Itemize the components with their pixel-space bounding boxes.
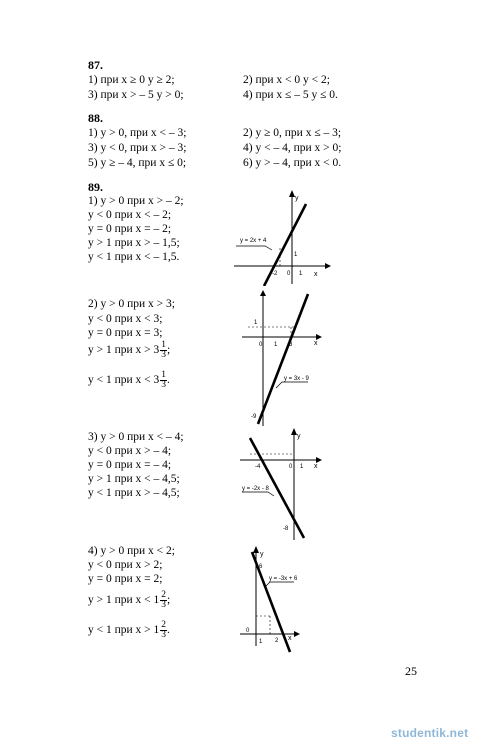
function-line — [252, 552, 290, 652]
equation-label: y = 3x - 9 — [284, 376, 309, 382]
x-axis-label: x — [314, 271, 318, 278]
answer-89-2-line-4 — [88, 341, 170, 360]
label-leader — [266, 582, 294, 586]
answer-89-2-line-1: 2) y > 0 при x > 3; — [88, 298, 175, 310]
y-axis-label: y — [295, 195, 299, 202]
problem-88-number: 88. — [88, 111, 103, 125]
y-tick-label-low: -8 — [283, 526, 289, 532]
answer-89-1-line-1: 1) y > 0 при x > – 2; — [88, 195, 184, 207]
x-axis-arrow — [325, 263, 331, 269]
watermark: studentik.net — [391, 726, 469, 740]
equation-label: y = -2x - 8 — [242, 486, 269, 492]
y-axis-arrow — [253, 546, 259, 553]
inequality-text: y < 1 при x < 3 — [88, 374, 160, 387]
answer-88-2: 2) y ≥ 0, при x ≤ – 3; — [243, 127, 342, 139]
tick-label-1: -2 — [272, 271, 278, 277]
label-leader — [236, 246, 272, 250]
answer-87-1: 1) при x ≥ 0 y ≥ 2; — [88, 74, 175, 86]
y-tick-label: 1 — [294, 252, 298, 258]
x-axis-arrow — [294, 631, 300, 637]
function-line — [258, 294, 308, 424]
answer-89-3-line-3: y = 0 при x = – 4; — [88, 459, 172, 471]
answer-89-4-line-3: y = 0 при x = 2; — [88, 573, 163, 585]
problem-89-number: 89. — [88, 180, 103, 194]
fraction-denominator: 3 — [161, 600, 167, 610]
line-end: ; — [167, 594, 171, 607]
y-tick-label-low: -9 — [251, 414, 257, 420]
tick-label-3: 1 — [300, 464, 304, 470]
problem-87-number: 87. — [88, 58, 103, 72]
answer-89-4-line-4 — [88, 591, 170, 610]
y-axis-label: y — [297, 433, 301, 440]
answer-88-5: 5) y ≥ – 4, при x ≤ 0; — [88, 157, 187, 169]
y-tick-label: 6 — [259, 564, 263, 570]
fraction-denominator: 3 — [161, 380, 167, 390]
tick-label-2: 0 — [287, 271, 291, 277]
line-end: ; — [167, 344, 171, 357]
fraction-numerator: 1 — [161, 370, 167, 380]
answer-89-4-line-1: 4) y > 0 при x < 2; — [88, 545, 175, 557]
answer-89-1-line-2: y < 0 при x < – 2; — [88, 209, 172, 221]
answer-89-3-line-4: y > 1 при x < – 4,5; — [88, 473, 180, 485]
answer-87-2: 2) при x < 0 y < 2; — [243, 74, 330, 86]
answer-89-4-line-2: y < 0 при x > 2; — [88, 559, 163, 571]
graph-89-1 — [232, 190, 332, 286]
answer-89-3-line-2: y < 0 при x > – 4; — [88, 445, 172, 457]
answer-88-3: 3) y < 0, при x > – 3; — [88, 142, 187, 154]
inequality-text: y < 1 при x > 1 — [88, 624, 160, 637]
x-axis-label: x — [288, 635, 292, 642]
equation-label: y = -3x + 6 — [269, 576, 298, 582]
fraction-numerator: 2 — [161, 590, 167, 600]
fraction-numerator: 1 — [161, 340, 167, 350]
graph-89-3 — [238, 428, 324, 544]
fraction-denominator: 3 — [161, 630, 167, 640]
answer-89-1-line-3: y = 0 при x = – 2; — [88, 223, 172, 235]
tick-label-2: 1 — [274, 342, 278, 348]
y-axis-arrow — [260, 290, 266, 296]
answer-87-3: 3) при x > – 5 y > 0; — [88, 89, 184, 101]
fraction-denominator: 3 — [161, 350, 167, 360]
tick-label-2: 1 — [259, 639, 263, 645]
tick-label-3: 3 — [289, 342, 293, 348]
answer-88-6: 6) y > – 4, при x < 0. — [243, 157, 342, 169]
equation-label: y = 2x + 4 — [240, 238, 267, 244]
y-axis-label: y — [260, 551, 264, 558]
answer-89-4-line-5 — [88, 621, 170, 640]
answer-89-3-line-1: 3) y > 0 при x < – 4; — [88, 431, 184, 443]
label-leader — [276, 382, 308, 388]
answer-89-1-line-5: y < 1 при x < – 1,5. — [88, 251, 180, 263]
answer-89-2-line-3: y = 0 при x = 3; — [88, 327, 163, 339]
x-axis-label: x — [314, 340, 318, 347]
answer-88-1: 1) y > 0, при x < – 3; — [88, 127, 187, 139]
line-end: . — [167, 374, 170, 387]
tick-label-2: 0 — [289, 464, 293, 470]
fraction-numerator: 2 — [161, 620, 167, 630]
answer-88-4: 4) y < – 4, при x > 0; — [243, 142, 342, 154]
label-leader — [242, 492, 274, 496]
graph-89-2 — [238, 290, 324, 430]
tick-label-3: 1 — [299, 271, 303, 277]
answer-89-2-line-2: y < 0 при x < 3; — [88, 313, 163, 325]
tick-label-3: 2 — [275, 638, 279, 644]
answer-89-3-line-5: y < 1 при x > – 4,5; — [88, 487, 180, 499]
answer-89-1-line-4: y > 1 при x > – 1,5; — [88, 237, 180, 249]
inequality-text: y > 1 при x < 1 — [88, 594, 160, 607]
inequality-text: y > 1 при x > 3 — [88, 344, 160, 357]
tick-label-1: 0 — [246, 628, 250, 634]
graph-89-4 — [238, 546, 302, 654]
page-number: 25 — [405, 664, 417, 678]
answer-89-2-line-5 — [88, 371, 170, 390]
x-axis-label: x — [314, 463, 318, 470]
y-tick-label: 1 — [254, 320, 258, 326]
tick-label-1: 0 — [259, 342, 263, 348]
line-end: . — [167, 624, 170, 637]
tick-label-1: -4 — [255, 464, 261, 470]
answer-87-4: 4) при x ≤ – 5 y ≤ 0. — [243, 89, 338, 101]
